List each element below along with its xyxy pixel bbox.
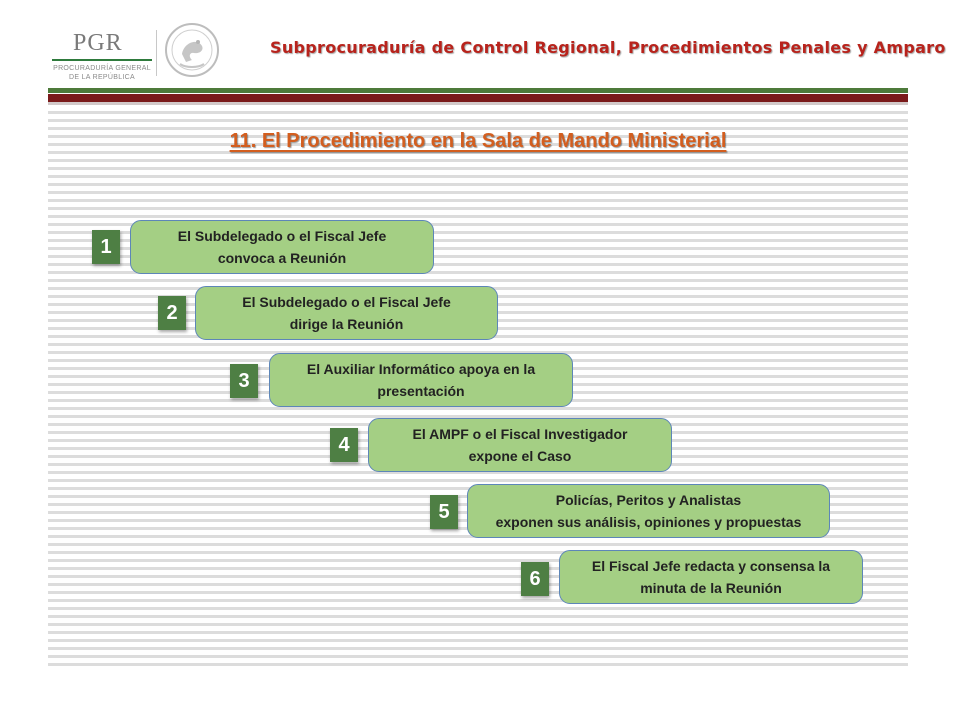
slide-title: 11. El Procedimiento en la Sala de Mando Ministerial — [229, 130, 727, 152]
logo-name: PGR — [73, 30, 123, 56]
header-band-red — [48, 94, 908, 102]
step-box-6 — [559, 550, 863, 604]
step-1-line-2: convoca a Reunión — [217, 250, 347, 266]
step-number-6: 6 — [521, 562, 549, 596]
logo-subtitle-line-2: DE LA REPÚBLICA — [69, 74, 135, 81]
step-box-1 — [130, 220, 434, 274]
step-5-line-2: exponen sus análisis, opiniones y propuestas — [495, 514, 802, 530]
national-seal-icon — [164, 20, 220, 80]
logo-rule — [52, 59, 152, 61]
step-box-3 — [269, 353, 573, 407]
header-band-green — [48, 88, 908, 93]
logo-subtitle-line-1: PROCURADURÍA GENERAL — [53, 65, 151, 72]
step-number-1: 1 — [92, 230, 120, 264]
step-number-3: 3 — [230, 364, 258, 398]
header-divider — [156, 30, 157, 76]
header-title: Subprocuraduría de Control Regional, Procedimientos Penales y Amparo — [270, 38, 946, 57]
step-number-2: 2 — [158, 296, 186, 330]
logo-subtitle — [52, 64, 152, 82]
step-number-4: 4 — [330, 428, 358, 462]
step-box-2 — [195, 286, 498, 340]
step-6-line-2: minuta de la Reunión — [640, 580, 782, 596]
step-2-line-1: El Subdelegado o el Fiscal Jefe — [242, 294, 451, 310]
step-4-line-1: El AMPF o el Fiscal Investigador — [412, 426, 628, 442]
step-3-line-1: El Auxiliar Informático apoya en la — [306, 361, 536, 377]
step-number-5: 5 — [430, 495, 458, 529]
step-6-line-1: El Fiscal Jefe redacta y consensa la — [591, 558, 831, 574]
step-1-line-1: El Subdelegado o el Fiscal Jefe — [177, 228, 387, 244]
header-band-light — [48, 102, 908, 105]
pgr-logo — [52, 30, 152, 80]
step-box-4 — [368, 418, 672, 472]
step-2-line-2: dirige la Reunión — [289, 316, 404, 332]
step-5-line-1: Policías, Peritos y Analistas — [555, 492, 742, 508]
step-4-line-2: expone el Caso — [468, 448, 572, 464]
step-3-line-2: presentación — [377, 383, 465, 399]
step-box-5 — [467, 484, 830, 538]
